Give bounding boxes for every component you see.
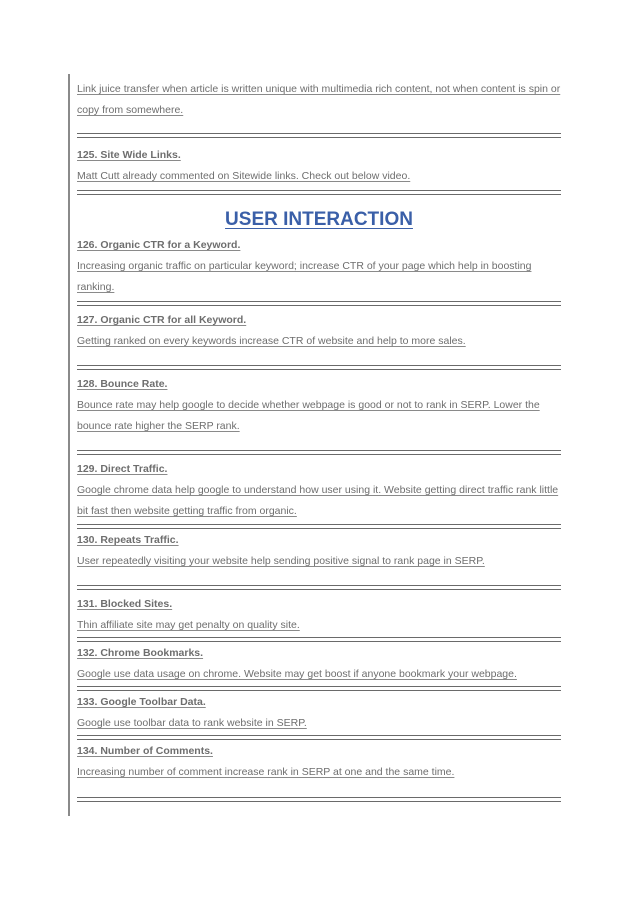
item-text-128: Bounce rate may help google to decide whether webpage is good or not to rank in SERP. Lower the bounce rate higher the SERP rank. xyxy=(77,399,540,432)
item-text-127: Getting ranked on every keywords increase CTR of website and help to more sales. xyxy=(77,335,466,347)
item-title-133: 133. Google Toolbar Data. xyxy=(77,696,206,708)
divider xyxy=(77,797,561,802)
item-title-126: 126. Organic CTR for a Keyword. xyxy=(77,239,241,251)
section-heading: USER INTERACTION xyxy=(225,209,413,230)
document-content xyxy=(77,79,561,802)
item-title-127: 127. Organic CTR for all Keyword. xyxy=(77,314,247,326)
item-text-130: User repeatedly visiting your website help sending positive signal to rank page in SERP. xyxy=(77,555,485,567)
item-title-128: 128. Bounce Rate. xyxy=(77,378,168,390)
intro-paragraph: Link juice transfer when article is written unique with multimedia rich content, not when content is spin or copy from somewhere. xyxy=(77,83,561,116)
item-title-130: 130. Repeats Traffic. xyxy=(77,534,179,546)
item-text-129: Google chrome data help google to understand how user using it. Website getting direct traffic rank little bit fast then website getting traffic from organic. xyxy=(77,484,559,517)
item-title-134: 134. Number of Comments. xyxy=(77,745,213,757)
left-margin-bar xyxy=(68,74,70,816)
item-title-125: 125. Site Wide Links. xyxy=(77,149,181,161)
item-title-132: 132. Chrome Bookmarks. xyxy=(77,647,204,659)
item-text-126: Increasing organic traffic on particular keyword; increase CTR of your page which help in boosting ranking. xyxy=(77,260,532,293)
item-title-131: 131. Blocked Sites. xyxy=(77,598,173,610)
item-title-129: 129. Direct Traffic. xyxy=(77,463,168,475)
item-text-132: Google use data usage on chrome. Website may get boost if anyone bookmark your webpage. xyxy=(77,668,517,680)
item-text-131: Thin affiliate site may get penalty on quality site. xyxy=(77,619,300,631)
item-text-133: Google use toolbar data to rank website in SERP. xyxy=(77,717,307,729)
item-text-125: Matt Cutt already commented on Sitewide links. Check out below video. xyxy=(77,170,411,182)
item-text-134: Increasing number of comment increase rank in SERP at one and the same time. xyxy=(77,766,455,778)
